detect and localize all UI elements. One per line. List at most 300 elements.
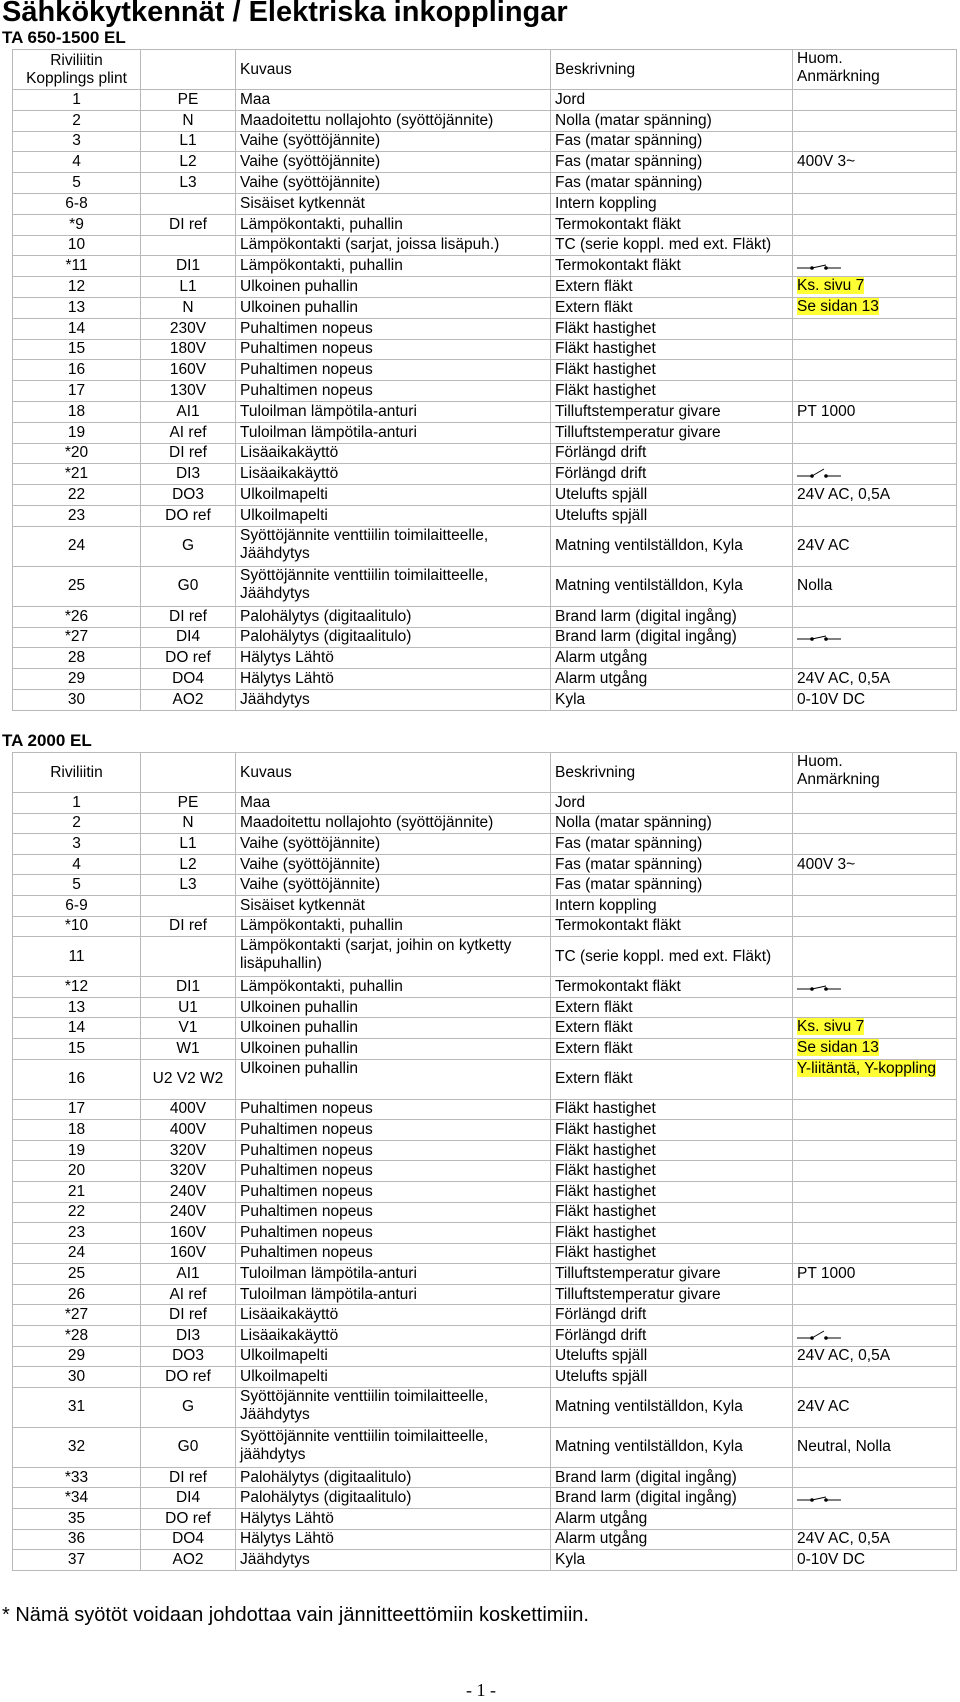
cell-note: 24V AC, 0,5A (793, 485, 957, 506)
cell-note (793, 648, 957, 669)
cell-sv: Brand larm (digital ingång) (551, 1488, 793, 1509)
cell-signal: L2 (141, 854, 236, 875)
cell-fi: Maadoitettu nollajohto (syöttöjännite) (236, 110, 551, 131)
cell-terminal: 13 (13, 297, 141, 318)
cell-terminal: 18 (13, 1120, 141, 1141)
cell-note (793, 834, 957, 855)
cell-fi: Sisäiset kytkennät (236, 895, 551, 916)
cell-note: 0-10V DC (793, 689, 957, 710)
cell-fi: Lämpökontakti (sarjat, joihin on kytketty lisäpuhallin) (236, 937, 551, 977)
cell-fi: Palohälytys (digitaalitulo) (236, 627, 551, 648)
cell-sv: Utelufts spjäll (551, 505, 793, 526)
table-row (13, 1427, 957, 1467)
cell-signal: DI ref (141, 1305, 236, 1326)
cell-terminal: 29 (13, 1346, 141, 1367)
cell-signal: DO4 (141, 669, 236, 690)
cell-sv: Termokontakt fläkt (551, 256, 793, 277)
cell-fi: Puhaltimen nopeus (236, 1202, 551, 1223)
cell-fi: Puhaltimen nopeus (236, 360, 551, 381)
table-row (13, 669, 957, 690)
table-row (13, 1509, 957, 1530)
cell-sv: Extern fläkt (551, 1018, 793, 1039)
cell-terminal: 14 (13, 1018, 141, 1039)
cell-fi: Lisäaikakäyttö (236, 443, 551, 464)
table-row (13, 1529, 957, 1550)
cell-terminal: 19 (13, 1140, 141, 1161)
cell-terminal: 19 (13, 422, 141, 443)
table-row (13, 401, 957, 422)
table-row (13, 152, 957, 173)
section-heading-ta2000: TA 2000 EL (2, 731, 92, 750)
cell-terminal: 17 (13, 381, 141, 402)
table-row (13, 1387, 957, 1427)
cell-note (793, 1305, 957, 1326)
cell-fi: Puhaltimen nopeus (236, 339, 551, 360)
cell-sv: Matning ventilställdon, Kyla (551, 1387, 793, 1427)
cell-terminal: 29 (13, 669, 141, 690)
cell-signal: L1 (141, 834, 236, 855)
cell-sv: Fläkt hastighet (551, 381, 793, 402)
cell-fi: Lisäaikakäyttö (236, 1326, 551, 1347)
cell-sv: Fläkt hastighet (551, 1161, 793, 1182)
cell-fi: Puhaltimen nopeus (236, 1243, 551, 1264)
header-signal (141, 753, 236, 793)
cell-sv: Alarm utgång (551, 669, 793, 690)
cell-sv: Tilluftstemperatur givare (551, 422, 793, 443)
cell-signal: AO2 (141, 1550, 236, 1571)
cell-fi: Puhaltimen nopeus (236, 1161, 551, 1182)
cell-signal: DO ref (141, 648, 236, 669)
table-row (13, 1305, 957, 1326)
table-row (13, 1550, 957, 1571)
table-row (13, 1326, 957, 1347)
table-row (13, 834, 957, 855)
cell-note (793, 443, 957, 464)
cell-fi: Lisäaikakäyttö (236, 1305, 551, 1326)
cell-sv: Matning ventilställdon, Kyla (551, 526, 793, 566)
cell-note (793, 360, 957, 381)
cell-note (793, 1120, 957, 1141)
cell-terminal: 11 (13, 937, 141, 977)
highlighted-note: Se sidan 13 (797, 1038, 879, 1056)
cell-note (793, 277, 957, 298)
cell-fi: Palohälytys (digitaalitulo) (236, 1467, 551, 1488)
cell-signal: U1 (141, 997, 236, 1018)
cell-signal: DO ref (141, 1509, 236, 1530)
cell-note (793, 1181, 957, 1202)
cell-note (793, 1509, 957, 1530)
cell-note: 24V AC, 0,5A (793, 1529, 957, 1550)
table-row (13, 1099, 957, 1120)
cell-terminal: 23 (13, 505, 141, 526)
normally-closed-contact-icon (797, 1330, 841, 1342)
cell-note: 400V 3~ (793, 152, 957, 173)
cell-note (793, 1488, 957, 1509)
table-row (13, 173, 957, 194)
cell-signal: 160V (141, 1243, 236, 1264)
table-row (13, 131, 957, 152)
cell-fi: Vaihe (syöttöjännite) (236, 152, 551, 173)
cell-fi: Lämpökontakti (sarjat, joissa lisäpuh.) (236, 235, 551, 256)
header-note: Huom. Anmärkning (793, 50, 957, 90)
cell-fi: Puhaltimen nopeus (236, 1099, 551, 1120)
table-row (13, 339, 957, 360)
table-row (13, 854, 957, 875)
cell-note (793, 1326, 957, 1347)
table-row (13, 1223, 957, 1244)
cell-note (793, 297, 957, 318)
table-row (13, 916, 957, 937)
cell-note (793, 256, 957, 277)
table-row (13, 1243, 957, 1264)
cell-note (793, 895, 957, 916)
table-header-row (13, 753, 957, 793)
cell-fi: Syöttöjännite venttiilin toimilaitteelle, Jäähdytys (236, 526, 551, 566)
table-row (13, 627, 957, 648)
cell-fi: Palohälytys (digitaalitulo) (236, 1488, 551, 1509)
cell-fi: Puhaltimen nopeus (236, 318, 551, 339)
cell-terminal: 3 (13, 834, 141, 855)
cell-signal: DI1 (141, 256, 236, 277)
cell-signal (141, 193, 236, 214)
cell-sv: Förlängd drift (551, 1305, 793, 1326)
table-row (13, 464, 957, 485)
cell-fi: Tuloilman lämpötila-anturi (236, 422, 551, 443)
cell-sv: Fas (matar spänning) (551, 152, 793, 173)
cell-fi: Vaihe (syöttöjännite) (236, 854, 551, 875)
cell-note: 24V AC, 0,5A (793, 1346, 957, 1367)
cell-signal: AI1 (141, 1264, 236, 1285)
cell-note (793, 110, 957, 131)
cell-sv: Fas (matar spänning) (551, 834, 793, 855)
cell-sv: Fas (matar spänning) (551, 854, 793, 875)
cell-note (793, 381, 957, 402)
cell-note (793, 793, 957, 814)
cell-fi: Maadoitettu nollajohto (syöttöjännite) (236, 813, 551, 834)
cell-signal: 320V (141, 1140, 236, 1161)
cell-sv: Extern fläkt (551, 297, 793, 318)
cell-terminal: 12 (13, 277, 141, 298)
cell-sv: Utelufts spjäll (551, 1346, 793, 1367)
cell-fi: Jäähdytys (236, 1550, 551, 1571)
cell-signal: DI ref (141, 606, 236, 627)
cell-note (793, 937, 957, 977)
cell-sv: Kyla (551, 1550, 793, 1571)
table-row (13, 648, 957, 669)
cell-sv: Fas (matar spänning) (551, 173, 793, 194)
cell-fi: Vaihe (syöttöjännite) (236, 834, 551, 855)
table-row (13, 1120, 957, 1141)
cell-sv: Utelufts spjäll (551, 1367, 793, 1388)
table-row (13, 277, 957, 298)
cell-sv: Fläkt hastighet (551, 360, 793, 381)
cell-sv: Fläkt hastighet (551, 1140, 793, 1161)
cell-sv: Utelufts spjäll (551, 485, 793, 506)
table-header-row (13, 50, 957, 90)
cell-terminal: 36 (13, 1529, 141, 1550)
cell-note (793, 997, 957, 1018)
cell-fi: Lämpökontakti, puhallin (236, 256, 551, 277)
cell-signal: DI ref (141, 1467, 236, 1488)
cell-signal: G0 (141, 1427, 236, 1467)
normally-closed-contact-icon (797, 468, 841, 480)
cell-signal (141, 235, 236, 256)
cell-fi: Ulkoinen puhallin (236, 1059, 551, 1099)
table-row (13, 193, 957, 214)
cell-terminal: 2 (13, 110, 141, 131)
cell-fi: Ulkoilmapelti (236, 1367, 551, 1388)
cell-signal: W1 (141, 1038, 236, 1059)
cell-fi: Syöttöjännite venttiilin toimilaitteelle, jäähdytys (236, 1427, 551, 1467)
cell-signal: DI ref (141, 916, 236, 937)
cell-terminal: 6-8 (13, 193, 141, 214)
table-row (13, 1467, 957, 1488)
cell-terminal: 24 (13, 526, 141, 566)
cell-terminal: *27 (13, 627, 141, 648)
highlighted-note: Se sidan 13 (797, 297, 879, 315)
cell-fi: Palohälytys (digitaalitulo) (236, 606, 551, 627)
cell-fi: Tuloilman lämpötila-anturi (236, 401, 551, 422)
cell-note: Nolla (793, 566, 957, 606)
cell-sv: Fläkt hastighet (551, 1202, 793, 1223)
cell-signal: 160V (141, 1223, 236, 1244)
cell-terminal: 15 (13, 1038, 141, 1059)
highlighted-note: Ks. sivu 7 (797, 277, 865, 295)
cell-note: 24V AC, 0,5A (793, 669, 957, 690)
cell-fi: Hälytys Lähtö (236, 648, 551, 669)
cell-signal: 400V (141, 1120, 236, 1141)
table-row (13, 997, 957, 1018)
table-row (13, 937, 957, 977)
cell-fi: Tuloilman lämpötila-anturi (236, 1264, 551, 1285)
table-row (13, 1488, 957, 1509)
cell-terminal: 35 (13, 1509, 141, 1530)
table-row (13, 422, 957, 443)
cell-signal: 240V (141, 1202, 236, 1223)
cell-note (793, 875, 957, 896)
table-row (13, 977, 957, 998)
cell-note (793, 813, 957, 834)
cell-terminal: *33 (13, 1467, 141, 1488)
cell-sv: TC (serie koppl. med ext. Fläkt) (551, 235, 793, 256)
cell-note: PT 1000 (793, 1264, 957, 1285)
cell-sv: Jord (551, 90, 793, 111)
cell-sv: Jord (551, 793, 793, 814)
cell-terminal: 25 (13, 1264, 141, 1285)
cell-sv: Intern koppling (551, 193, 793, 214)
table-row (13, 1161, 957, 1182)
table-row (13, 485, 957, 506)
cell-terminal: 22 (13, 485, 141, 506)
table-row (13, 1367, 957, 1388)
cell-sv: Förlängd drift (551, 1326, 793, 1347)
cell-fi: Hälytys Lähtö (236, 1529, 551, 1550)
cell-sv: Termokontakt fläkt (551, 214, 793, 235)
header-sv: Beskrivning (551, 753, 793, 793)
table-row (13, 1346, 957, 1367)
cell-terminal: 13 (13, 997, 141, 1018)
cell-sv: TC (serie koppl. med ext. Fläkt) (551, 937, 793, 977)
cell-terminal: *28 (13, 1326, 141, 1347)
cell-note (793, 1243, 957, 1264)
cell-sv: Extern fläkt (551, 277, 793, 298)
table-row (13, 443, 957, 464)
cell-terminal: *11 (13, 256, 141, 277)
table-row (13, 1181, 957, 1202)
cell-signal: AO2 (141, 689, 236, 710)
cell-terminal: 22 (13, 1202, 141, 1223)
cell-terminal: 2 (13, 813, 141, 834)
cell-signal: N (141, 813, 236, 834)
cell-signal: G (141, 526, 236, 566)
cell-sv: Kyla (551, 689, 793, 710)
cell-terminal: 31 (13, 1387, 141, 1427)
cell-signal: L2 (141, 152, 236, 173)
cell-terminal: 4 (13, 854, 141, 875)
cell-fi: Hälytys Lähtö (236, 669, 551, 690)
cell-note (793, 977, 957, 998)
cell-signal: G (141, 1387, 236, 1427)
cell-signal: DO ref (141, 505, 236, 526)
cell-signal: PE (141, 793, 236, 814)
cell-signal: DI ref (141, 214, 236, 235)
table-row (13, 318, 957, 339)
cell-terminal: 16 (13, 1059, 141, 1099)
cell-note (793, 318, 957, 339)
cell-sv: Brand larm (digital ingång) (551, 627, 793, 648)
cell-terminal: 25 (13, 566, 141, 606)
cell-note (793, 90, 957, 111)
cell-sv: Matning ventilställdon, Kyla (551, 566, 793, 606)
cell-sv: Fläkt hastighet (551, 1223, 793, 1244)
table-row (13, 1264, 957, 1285)
cell-note (793, 1099, 957, 1120)
table-row (13, 1140, 957, 1161)
cell-signal: DI1 (141, 977, 236, 998)
cell-note (793, 422, 957, 443)
cell-terminal: 15 (13, 339, 141, 360)
cell-fi: Vaihe (syöttöjännite) (236, 131, 551, 152)
cell-terminal: 16 (13, 360, 141, 381)
cell-terminal: 18 (13, 401, 141, 422)
cell-note: Neutral, Nolla (793, 1427, 957, 1467)
cell-note: 24V AC (793, 1387, 957, 1427)
cell-note (793, 1161, 957, 1182)
table-row (13, 235, 957, 256)
table-row (13, 1038, 957, 1059)
cell-fi: Ulkoinen puhallin (236, 1038, 551, 1059)
cell-signal: L1 (141, 131, 236, 152)
cell-sv: Extern fläkt (551, 1059, 793, 1099)
normally-open-contact-icon (797, 981, 841, 993)
cell-sv: Alarm utgång (551, 648, 793, 669)
cell-note (793, 1367, 957, 1388)
table-row (13, 360, 957, 381)
cell-note (793, 235, 957, 256)
cell-fi: Syöttöjännite venttiilin toimilaitteelle, Jäähdytys (236, 566, 551, 606)
section-heading-ta650: TA 650-1500 EL (2, 28, 126, 47)
cell-note (793, 1059, 957, 1099)
cell-signal: AI ref (141, 422, 236, 443)
table-row (13, 689, 957, 710)
cell-signal: 180V (141, 339, 236, 360)
cell-sv: Fläkt hastighet (551, 1120, 793, 1141)
terminal-table-ta650 (12, 49, 957, 711)
cell-signal: 160V (141, 360, 236, 381)
cell-note: PT 1000 (793, 401, 957, 422)
cell-signal: L3 (141, 875, 236, 896)
cell-signal: DI4 (141, 627, 236, 648)
cell-sv: Brand larm (digital ingång) (551, 606, 793, 627)
header-signal (141, 50, 236, 90)
cell-sv: Brand larm (digital ingång) (551, 1467, 793, 1488)
cell-terminal: 6-9 (13, 895, 141, 916)
table-row (13, 526, 957, 566)
cell-note (793, 1202, 957, 1223)
cell-fi: Ulkoilmapelti (236, 485, 551, 506)
cell-signal: U2 V2 W2 (141, 1059, 236, 1099)
header-fi: Kuvaus (236, 50, 551, 90)
cell-fi: Ulkoinen puhallin (236, 1018, 551, 1039)
cell-fi: Ulkoilmapelti (236, 1346, 551, 1367)
cell-note (793, 1284, 957, 1305)
cell-fi: Puhaltimen nopeus (236, 1223, 551, 1244)
cell-fi: Syöttöjännite venttiilin toimilaitteelle, Jäähdytys (236, 1387, 551, 1427)
cell-terminal: 10 (13, 235, 141, 256)
cell-terminal: 20 (13, 1161, 141, 1182)
cell-terminal: *21 (13, 464, 141, 485)
cell-fi: Maa (236, 793, 551, 814)
cell-sv: Matning ventilställdon, Kyla (551, 1427, 793, 1467)
cell-terminal: 3 (13, 131, 141, 152)
cell-note (793, 339, 957, 360)
highlighted-note: Y-liitäntä, Y-koppling (797, 1059, 937, 1077)
cell-signal: DO ref (141, 1367, 236, 1388)
cell-signal: DO3 (141, 1346, 236, 1367)
table-row (13, 1059, 957, 1099)
cell-fi: Puhaltimen nopeus (236, 1181, 551, 1202)
highlighted-note: Ks. sivu 7 (797, 1018, 865, 1036)
cell-terminal: 17 (13, 1099, 141, 1120)
cell-signal: DI3 (141, 464, 236, 485)
table-row (13, 214, 957, 235)
cell-note (793, 606, 957, 627)
cell-fi: Puhaltimen nopeus (236, 1140, 551, 1161)
table-row (13, 1018, 957, 1039)
normally-open-contact-icon (797, 1492, 841, 1504)
cell-sv: Fas (matar spänning) (551, 875, 793, 896)
cell-fi: Lisäaikakäyttö (236, 464, 551, 485)
cell-sv: Förlängd drift (551, 464, 793, 485)
cell-fi: Sisäiset kytkennät (236, 193, 551, 214)
cell-terminal: 1 (13, 90, 141, 111)
cell-signal: 230V (141, 318, 236, 339)
cell-fi: Puhaltimen nopeus (236, 1120, 551, 1141)
cell-signal: DI3 (141, 1326, 236, 1347)
table-row (13, 505, 957, 526)
cell-terminal: 37 (13, 1550, 141, 1571)
cell-note (793, 1467, 957, 1488)
cell-terminal: 4 (13, 152, 141, 173)
cell-signal: PE (141, 90, 236, 111)
cell-fi: Vaihe (syöttöjännite) (236, 875, 551, 896)
cell-fi: Ulkoilmapelti (236, 505, 551, 526)
cell-note (793, 1038, 957, 1059)
cell-signal: 320V (141, 1161, 236, 1182)
table-row (13, 90, 957, 111)
cell-signal: AI ref (141, 1284, 236, 1305)
cell-sv: Alarm utgång (551, 1509, 793, 1530)
